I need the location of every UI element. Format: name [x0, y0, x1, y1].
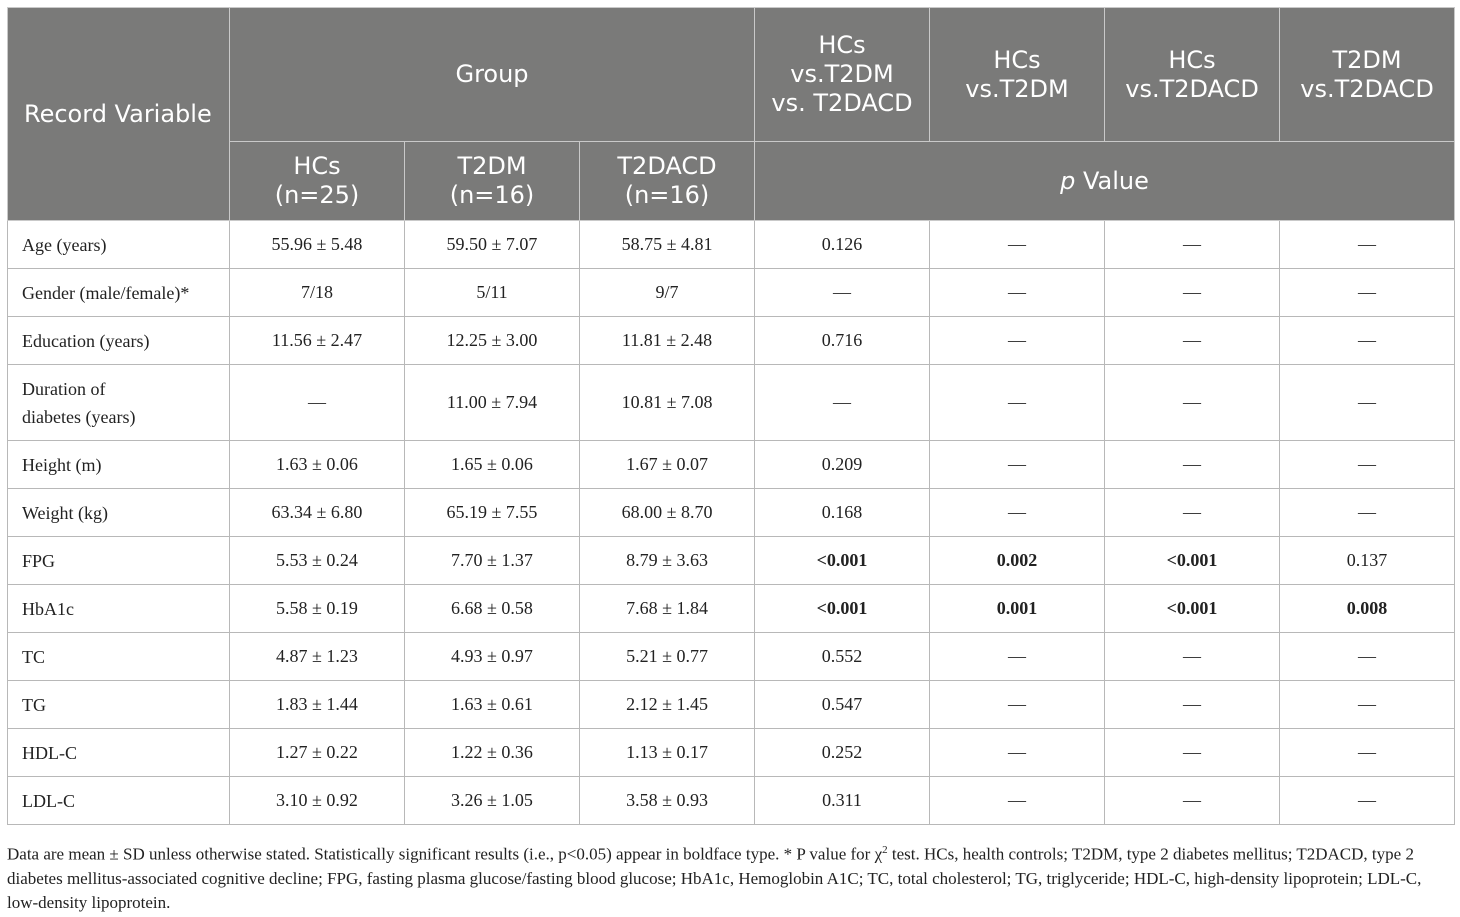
cmp-hc-t2dacd-line1: HCs: [1168, 45, 1216, 74]
t2dacd-cell: 10.81 ± 7.08: [580, 365, 755, 441]
hcs-cell: 1.63 ± 0.06: [230, 441, 405, 489]
t2dacd-cell: 7.68 ± 1.84: [580, 585, 755, 633]
table-container: [7, 7, 1453, 825]
row-label: [8, 365, 230, 441]
cmp-all-header: [755, 8, 930, 142]
t2dacd-header-line1: T2DACD: [617, 152, 717, 180]
t2dm-cell: 7.70 ± 1.37: [405, 537, 580, 585]
p-t2dm-t2dacd-cell: —: [1280, 681, 1455, 729]
p-hc-t2dacd-cell: —: [1105, 681, 1280, 729]
row-label: HbA1c: [8, 585, 230, 633]
p-t2dm-t2dacd-cell: —: [1280, 441, 1455, 489]
table-row: [8, 441, 1455, 489]
cmp-t2dm-t2dacd-line2: vs.T2DACD: [1300, 74, 1434, 103]
p-hc-t2dacd-cell: —: [1105, 365, 1280, 441]
t2dm-cell: 59.50 ± 7.07: [405, 221, 580, 269]
hcs-cell: 1.27 ± 0.22: [230, 729, 405, 777]
table-header: [8, 8, 1455, 221]
hcs-cell: 1.83 ± 1.44: [230, 681, 405, 729]
p-t2dm-t2dacd-cell: 0.137: [1280, 537, 1455, 585]
table-row: [8, 317, 1455, 365]
p-all-cell: 0.552: [755, 633, 930, 681]
footnote-part2: test. HCs, health controls; T2DM, type 2 diabetes mellitus; T2DACD, type 2 diabetes mellitus-associated cognitive decline; FPG, fasting plasma glucose/fasting blood glucose; HbA1c, Hemoglobin A1C; TC, total cholesterol; TG, triglyceride; HDL-C, high-density lipoprotein; LDL-C, low-density lipoprotein.: [7, 844, 1422, 912]
p-t2dm-t2dacd-cell: —: [1280, 269, 1455, 317]
t2dm-cell: 11.00 ± 7.94: [405, 365, 580, 441]
hcs-cell: 5.58 ± 0.19: [230, 585, 405, 633]
row-label: Height (m): [8, 441, 230, 489]
cmp-t2dm-t2dacd-line1: T2DM: [1332, 45, 1402, 74]
p-hc-t2dacd-cell: —: [1105, 441, 1280, 489]
p-hc-t2dm-cell: —: [930, 681, 1105, 729]
group-header: Group: [230, 8, 755, 142]
t2dacd-cell: 58.75 ± 4.81: [580, 221, 755, 269]
cmp-hc-t2dm-line2: vs.T2DM: [965, 74, 1069, 103]
row-label: FPG: [8, 537, 230, 585]
row-label: Gender (male/female)*: [8, 269, 230, 317]
p-hc-t2dm-cell: —: [930, 221, 1105, 269]
table-footnote: [7, 838, 1453, 915]
p-hc-t2dm-cell: —: [930, 269, 1105, 317]
row-label-line2: diabetes (years): [22, 406, 136, 427]
t2dacd-cell: 5.21 ± 0.77: [580, 633, 755, 681]
cmp-hc-t2dacd-line2: vs.T2DACD: [1125, 74, 1259, 103]
p-t2dm-t2dacd-cell: —: [1280, 633, 1455, 681]
p-all-cell: 0.547: [755, 681, 930, 729]
hcs-cell: 5.53 ± 0.24: [230, 537, 405, 585]
hcs-cell: 55.96 ± 5.48: [230, 221, 405, 269]
hcs-cell: 3.10 ± 0.92: [230, 777, 405, 825]
p-value-italic-p: p: [1060, 166, 1076, 195]
p-hc-t2dacd-cell: —: [1105, 317, 1280, 365]
p-all-cell: 0.209: [755, 441, 930, 489]
record-variable-header: Record Variable: [8, 8, 230, 221]
table-row: [8, 729, 1455, 777]
p-hc-t2dm-cell: —: [930, 441, 1105, 489]
p-hc-t2dacd-cell: <0.001: [1105, 537, 1280, 585]
cmp-hc-t2dm-line1: HCs: [993, 45, 1041, 74]
table-row: [8, 365, 1455, 441]
p-all-cell: 0.311: [755, 777, 930, 825]
p-all-cell: —: [755, 269, 930, 317]
p-t2dm-t2dacd-cell: —: [1280, 221, 1455, 269]
p-hc-t2dm-cell: —: [930, 317, 1105, 365]
table-body: [8, 221, 1455, 825]
p-value-label: Value: [1075, 166, 1149, 195]
cmp-all-line1: HCs: [818, 31, 866, 59]
p-hc-t2dacd-cell: —: [1105, 269, 1280, 317]
row-label: Weight (kg): [8, 489, 230, 537]
t2dm-cell: 1.22 ± 0.36: [405, 729, 580, 777]
t2dacd-cell: 2.12 ± 1.45: [580, 681, 755, 729]
t2dm-cell: 3.26 ± 1.05: [405, 777, 580, 825]
p-t2dm-t2dacd-cell: —: [1280, 729, 1455, 777]
t2dm-cell: 1.65 ± 0.06: [405, 441, 580, 489]
table-row: [8, 777, 1455, 825]
p-all-cell: —: [755, 365, 930, 441]
p-hc-t2dm-cell: —: [930, 365, 1105, 441]
p-t2dm-t2dacd-cell: —: [1280, 777, 1455, 825]
row-label: TG: [8, 681, 230, 729]
t2dacd-cell: 68.00 ± 8.70: [580, 489, 755, 537]
p-hc-t2dm-cell: 0.001: [930, 585, 1105, 633]
t2dm-cell: 12.25 ± 3.00: [405, 317, 580, 365]
p-hc-t2dacd-cell: —: [1105, 729, 1280, 777]
table-row: [8, 681, 1455, 729]
hcs-header-line1: HCs: [293, 152, 341, 180]
t2dacd-cell: 9/7: [580, 269, 755, 317]
p-hc-t2dm-cell: —: [930, 633, 1105, 681]
p-t2dm-t2dacd-cell: —: [1280, 317, 1455, 365]
t2dacd-cell: 11.81 ± 2.48: [580, 317, 755, 365]
footnote-part1: Data are mean ± SD unless otherwise stated. Statistically significant results (i.e., p<0.05) appear in boldface type. * P value for: [7, 844, 875, 864]
row-label: LDL-C: [8, 777, 230, 825]
hcs-cell: 63.34 ± 6.80: [230, 489, 405, 537]
p-all-cell: 0.168: [755, 489, 930, 537]
p-hc-t2dm-cell: 0.002: [930, 537, 1105, 585]
p-hc-t2dm-cell: —: [930, 489, 1105, 537]
data-table: [7, 7, 1455, 825]
hcs-cell: 7/18: [230, 269, 405, 317]
hcs-header: [230, 142, 405, 221]
t2dacd-cell: 8.79 ± 3.63: [580, 537, 755, 585]
p-hc-t2dacd-cell: —: [1105, 221, 1280, 269]
footnote-chi-symbol: χ: [874, 844, 883, 864]
row-label: Education (years): [8, 317, 230, 365]
t2dacd-cell: 1.13 ± 0.17: [580, 729, 755, 777]
t2dacd-header: [580, 142, 755, 221]
t2dm-header-line2: (n=16): [449, 181, 535, 209]
p-all-cell: <0.001: [755, 537, 930, 585]
row-label-line1: Duration of: [22, 378, 106, 399]
row-label: Age (years): [8, 221, 230, 269]
cmp-all-line3: vs. T2DACD: [771, 89, 913, 117]
p-all-cell: 0.716: [755, 317, 930, 365]
footnote-superscript: 2: [882, 844, 888, 856]
p-all-cell: 0.126: [755, 221, 930, 269]
t2dm-cell: 4.93 ± 0.97: [405, 633, 580, 681]
t2dm-cell: 5/11: [405, 269, 580, 317]
p-hc-t2dacd-cell: —: [1105, 633, 1280, 681]
t2dm-cell: 1.63 ± 0.61: [405, 681, 580, 729]
p-hc-t2dm-cell: —: [930, 729, 1105, 777]
t2dm-cell: 65.19 ± 7.55: [405, 489, 580, 537]
p-all-cell: 0.252: [755, 729, 930, 777]
table-row: [8, 221, 1455, 269]
header-row-1: [8, 8, 1455, 142]
p-hc-t2dacd-cell: —: [1105, 777, 1280, 825]
p-t2dm-t2dacd-cell: —: [1280, 489, 1455, 537]
table-row: [8, 633, 1455, 681]
p-value-header: [755, 142, 1455, 221]
p-hc-t2dm-cell: —: [930, 777, 1105, 825]
cmp-hc-t2dacd-header: [1105, 8, 1280, 142]
table-row: [8, 269, 1455, 317]
t2dm-header: [405, 142, 580, 221]
p-hc-t2dacd-cell: —: [1105, 489, 1280, 537]
t2dacd-cell: 3.58 ± 0.93: [580, 777, 755, 825]
p-t2dm-t2dacd-cell: 0.008: [1280, 585, 1455, 633]
row-label: TC: [8, 633, 230, 681]
table-row: [8, 489, 1455, 537]
t2dm-cell: 6.68 ± 0.58: [405, 585, 580, 633]
cmp-all-line2: vs.T2DM: [790, 60, 894, 88]
table-row: [8, 585, 1455, 633]
p-all-cell: <0.001: [755, 585, 930, 633]
hcs-cell: 11.56 ± 2.47: [230, 317, 405, 365]
cmp-t2dm-t2dacd-header: [1280, 8, 1455, 142]
t2dacd-cell: 1.67 ± 0.07: [580, 441, 755, 489]
t2dm-header-line1: T2DM: [457, 152, 527, 180]
table-row: [8, 537, 1455, 585]
hcs-header-line2: (n=25): [274, 181, 360, 209]
p-t2dm-t2dacd-cell: —: [1280, 365, 1455, 441]
t2dacd-header-line2: (n=16): [624, 181, 710, 209]
row-label: HDL-C: [8, 729, 230, 777]
p-hc-t2dacd-cell: <0.001: [1105, 585, 1280, 633]
hcs-cell: —: [230, 365, 405, 441]
hcs-cell: 4.87 ± 1.23: [230, 633, 405, 681]
cmp-hc-t2dm-header: [930, 8, 1105, 142]
